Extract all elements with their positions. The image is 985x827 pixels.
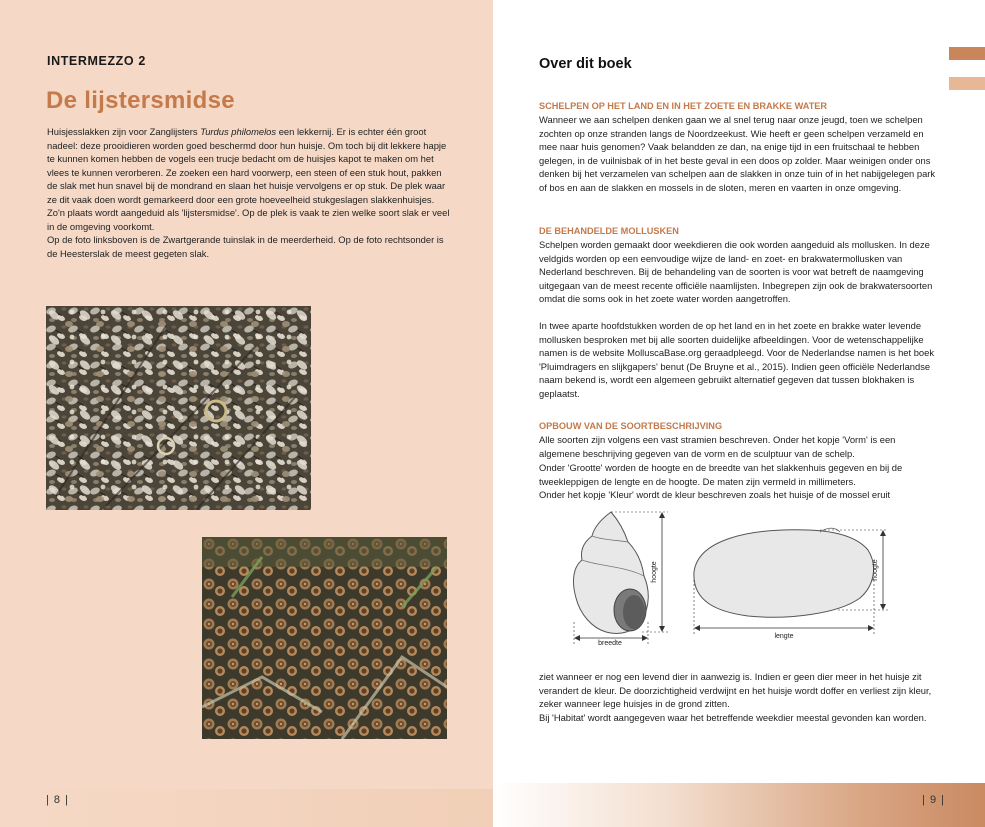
section-heading: SCHELPEN OP HET LAND EN IN HET ZOETE EN BRAKKE WATER — [539, 101, 828, 111]
page-title-left: De lijstersmidse — [46, 87, 235, 114]
section-paragraph: Onder 'Grootte' worden de hoogte en de breedte van het slakkenhuis gegeven en bij de tweekleppigen de lengte en de hoogte. De maten zijn vermeld in millimeters. — [539, 462, 903, 487]
photo-caption-text: Op de foto linksboven is de Zwartgerande tuinslak in de meerderheid. Op de foto rechtsonder is de Heesterslak de meest gegeten slak. — [47, 234, 444, 259]
section-paragraph: Wanneer we aan schelpen denken gaan we al snel terug naar onze jeugd, toen we schelpen zochten op onze stranden langs de Noordzeekust. Wie heeft er geen schelpen verzameld en mee naar huis genomen? Vaak belandden ze dan, na enige tijd in een fruitschaal te hebben gelegen, in de vuilnisbak of in het beste geval in een doos op zolder. Maar weinigen onder ons denken bij het verzamelen van schelpen aan de slakken in onze tuin of in het nabijgelegen park of bos en aan de slakken en mossels in de sloten, meren en vaarten in onze omgeving. — [539, 114, 936, 193]
species-name: Turdus philomelos — [200, 126, 277, 137]
mussel-shell-drawing — [694, 528, 874, 617]
intermezzo-kicker: INTERMEZZO 2 — [47, 54, 146, 68]
snail-shell-drawing — [574, 512, 649, 634]
section-heading: DE BEHANDELDE MOLLUSKEN — [539, 226, 679, 236]
right-footer-band — [493, 783, 985, 827]
section-paragraph: ziet wanneer er nog een levend dier in aanwezig is. Indien er geen dier meer in het huisje zit verandert de kleur. De doorzichtigheid verdwijnt en het huisje wordt doffer en verliest zijn kleur, zeker wanneer lege huisjes in de grond zitten. — [539, 671, 932, 709]
photo-thrush-anvil-1 — [46, 306, 311, 510]
photo-thrush-anvil-2 — [202, 537, 447, 739]
shell-measurement-diagram — [558, 510, 898, 645]
chapter-tab-marker-light — [949, 77, 985, 90]
chapter-tab-marker — [949, 47, 985, 60]
intro-text — [47, 125, 452, 260]
section-paragraph: Bij 'Habitat' wordt aangegeven waar het betreffende weekdier meestal gevonden kan worden. — [539, 712, 927, 723]
mussel-length-label: lengte — [774, 633, 794, 640]
right-page — [493, 0, 985, 827]
intro-text-start: Huisjesslakken zijn voor Zanglijsters — [47, 126, 201, 137]
section-heading: OPBOUW VAN DE SOORTBESCHRIJVING — [539, 421, 723, 431]
section-paragraph: Alle soorten zijn volgens een vast stramien beschreven. Onder het kopje 'Vorm' is een algemene beschrijving gegeven van de vorm en de sculptuur van de schelp. — [539, 434, 896, 459]
page-title-right: Over dit boek — [539, 56, 632, 72]
section-paragraph: Schelpen worden gemaakt door weekdieren die ook worden aangeduid als mollusken. In deze veldgids worden op een eenvoudige wijze de land- en zoet- en brakwatermollusken van Nederland beschreven. Bij de behandeling van de soorten is voor wat betreft de naamgeving uitgegaan van de meest recente officiële naamlijsten. Inbegrepen zijn ook de brakwatersoorten omdat die soms ook in het zoete water worden aangetroffen. — [539, 239, 933, 304]
snail-width-label: breedte — [598, 640, 622, 645]
page-number-left: | 8 | — [46, 794, 69, 806]
left-footer-band — [0, 789, 493, 827]
section-paragraph: Onder het kopje 'Kleur' wordt de kleur beschreven zoals het huisje of de mossel eruit — [539, 489, 891, 500]
section-paragraph: In twee aparte hoofdstukken worden de op het land en in het zoete en brakke water levende mollusken besproken met bij alle soorten duidelijke afbeeldingen. Voor de wetenschappelijke namen is de website MolluscaBase.org geraadpleegd. Voor de Nederlandse namen is het boek 'Pluimdragers en slijkgapers' benut (De Bruyne et al., 2015). Indien geen officiële Nederlandse naam bekend is, wordt een algemeen gebruikt alternatief gegeven dat tussen blokhaken is geplaatst. — [539, 320, 935, 399]
page-number-right: | 9 | — [922, 794, 945, 806]
intro-text-rest: een lekkernij. Er is echter één groot nadeel: deze prooidieren worden goed beschermd door hun huisje. Om toch bij dit lekkere hapje te kunnen komen hebben de vogels een trucje bedacht om de huisjes kapot te maken om het vlees te kunnen verorberen. Ze zoeken een hard voorwerp, een steen of een stuk hout, pakken de slak met hun snavel bij de mondrand en slaan het huisje vervolgens er op stuk. De plek waar ze dit vaak doen wordt gemarkeerd door een grote hoeveelheid stukgeslagen slakkenhuisjes. Zo'n plaats wordt aangeduid als 'lijstersmidse'. Op de plek is vaak te zien welke soort slak er veel in de omgeving voorkomt. — [47, 126, 450, 232]
snail-height-label: hoogte — [651, 561, 658, 583]
mussel-height-label: hoogte — [872, 559, 879, 581]
